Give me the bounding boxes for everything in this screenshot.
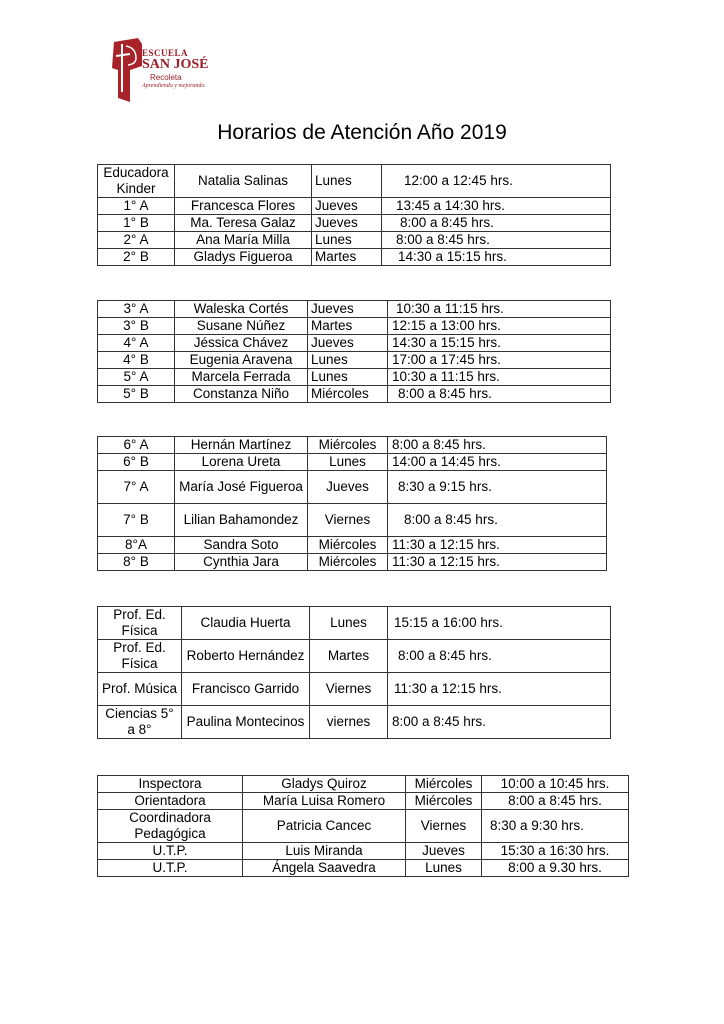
logo-line-4: Aprendiendo y mejorando. [142, 83, 206, 89]
table-row [98, 843, 629, 860]
page-title: Horarios de Atención Año 2019 [217, 121, 507, 144]
time-cell: 11:30 a 12:15 hrs. [388, 673, 611, 706]
group-cell: 7° A [98, 471, 175, 504]
group-cell: 4° B [98, 352, 175, 369]
time-cell: 8:00 a 9.30 hrs. [482, 860, 629, 877]
day-cell: Lunes [312, 165, 382, 198]
group-cell: 2° B [98, 249, 175, 266]
table-row [98, 554, 607, 571]
table-row [98, 352, 611, 369]
table-row [98, 249, 611, 266]
role-cell: U.T.P. [98, 843, 243, 860]
teacher-cell: Jéssica Chávez [175, 335, 308, 352]
day-cell: Viernes [308, 504, 388, 537]
day-cell: Martes [312, 249, 382, 266]
table-row [98, 776, 629, 793]
table-row [98, 386, 611, 403]
table-row [98, 215, 611, 232]
staff-cell: Luis Miranda [243, 843, 406, 860]
day-cell: Martes [308, 318, 388, 335]
time-cell: 12:00 a 12:45 hrs. [382, 165, 611, 198]
table-row [98, 198, 611, 215]
group-cell: 3° B [98, 318, 175, 335]
teacher-cell: Constanza Niño [175, 386, 308, 403]
day-cell: Miércoles [308, 386, 388, 403]
group-cell: Prof. Ed. Física [98, 607, 182, 640]
staff-cell: Gladys Quiroz [243, 776, 406, 793]
teacher-cell: Natalia Salinas [175, 165, 312, 198]
schedule-table-2 [97, 300, 611, 403]
day-cell: Jueves [312, 198, 382, 215]
teacher-cell: María José Figueroa [175, 471, 308, 504]
group-cell: Prof. Música [98, 673, 182, 706]
group-cell: 7° B [98, 504, 175, 537]
day-cell: Miércoles [406, 793, 482, 810]
day-cell: Viernes [310, 673, 388, 706]
time-cell: 14:30 a 15:15 hrs. [388, 335, 611, 352]
teacher-cell: Marcela Ferrada [175, 369, 308, 386]
day-cell: Lunes [406, 860, 482, 877]
schedule-table-1 [97, 164, 611, 266]
time-cell: 8:00 a 8:45 hrs. [382, 232, 611, 249]
table-row [98, 369, 611, 386]
teacher-cell: Ma. Teresa Galaz [175, 215, 312, 232]
schedule-table-3 [97, 436, 607, 571]
day-cell: Jueves [406, 843, 482, 860]
time-cell: 11:30 a 12:15 hrs. [388, 554, 607, 571]
role-cell: U.T.P. [98, 860, 243, 877]
table-row [98, 706, 611, 739]
group-cell: 6° A [98, 437, 175, 454]
schedule-table-5 [97, 775, 629, 877]
time-cell: 8:30 a 9:15 hrs. [388, 471, 607, 504]
teacher-cell: Gladys Figueroa [175, 249, 312, 266]
logo-text [142, 48, 209, 89]
teacher-cell: Waleska Cortés [175, 301, 308, 318]
table-row [98, 454, 607, 471]
school-logo [108, 36, 228, 106]
time-cell: 17:00 a 17:45 hrs. [388, 352, 611, 369]
teacher-cell: Eugenia Aravena [175, 352, 308, 369]
day-cell: viernes [310, 706, 388, 739]
day-cell: Miércoles [308, 537, 388, 554]
day-cell: Jueves [308, 335, 388, 352]
group-cell: 5° A [98, 369, 175, 386]
table-row [98, 793, 629, 810]
day-cell: Jueves [308, 471, 388, 504]
table-row [98, 437, 607, 454]
day-cell: Lunes [312, 232, 382, 249]
table-row [98, 318, 611, 335]
table-row [98, 537, 607, 554]
teacher-cell: Roberto Hernández [182, 640, 310, 673]
staff-cell: Patricia Cancec [243, 810, 406, 843]
group-cell: Educadora Kinder [98, 165, 175, 198]
time-cell: 8:00 a 8:45 hrs. [388, 640, 611, 673]
table-row [98, 810, 629, 843]
time-cell: 8:00 a 8:45 hrs. [482, 793, 629, 810]
table-row [98, 673, 611, 706]
role-cell: Orientadora [98, 793, 243, 810]
time-cell: 14:00 a 14:45 hrs. [388, 454, 607, 471]
table-row [98, 607, 611, 640]
group-cell: 8°A [98, 537, 175, 554]
time-cell: 8:00 a 8:45 hrs. [388, 386, 611, 403]
time-cell: 15:15 a 16:00 hrs. [388, 607, 611, 640]
time-cell: 8:00 a 8:45 hrs. [388, 437, 607, 454]
teacher-cell: Cynthia Jara [175, 554, 308, 571]
teacher-cell: Francesca Flores [175, 198, 312, 215]
teacher-cell: Hernán Martínez [175, 437, 308, 454]
day-cell: Lunes [308, 352, 388, 369]
teacher-cell: Claudia Huerta [182, 607, 310, 640]
teacher-cell: Ana María Milla [175, 232, 312, 249]
day-cell: Lunes [308, 454, 388, 471]
staff-cell: María Luisa Romero [243, 793, 406, 810]
group-cell: 3° A [98, 301, 175, 318]
teacher-cell: Lorena Ureta [175, 454, 308, 471]
teacher-cell: Francisco Garrido [182, 673, 310, 706]
table-row [98, 471, 607, 504]
day-cell: Lunes [308, 369, 388, 386]
day-cell: Jueves [312, 215, 382, 232]
teacher-cell: Sandra Soto [175, 537, 308, 554]
time-cell: 10:30 a 11:15 hrs. [388, 369, 611, 386]
day-cell: Miércoles [406, 776, 482, 793]
group-cell: 2° A [98, 232, 175, 249]
logo-line-1: ESCUELA [142, 48, 189, 58]
group-cell: Ciencias 5° a 8° [98, 706, 182, 739]
schedule-table-4 [97, 606, 611, 739]
group-cell: 1° A [98, 198, 175, 215]
logo-line-2: SAN JOSÉ [142, 57, 209, 72]
table-row [98, 335, 611, 352]
time-cell: 10:30 a 11:15 hrs. [388, 301, 611, 318]
time-cell: 11:30 a 12:15 hrs. [388, 537, 607, 554]
time-cell: 8:00 a 8:45 hrs. [382, 215, 611, 232]
table-row [98, 504, 607, 537]
teacher-cell: Lilian Bahamondez [175, 504, 308, 537]
teacher-cell: Susane Núñez [175, 318, 308, 335]
table-row [98, 165, 611, 198]
time-cell: 12:15 a 13:00 hrs. [388, 318, 611, 335]
table-row [98, 301, 611, 318]
group-cell: 1° B [98, 215, 175, 232]
staff-cell: Ángela Saavedra [243, 860, 406, 877]
time-cell: 13:45 a 14:30 hrs. [382, 198, 611, 215]
group-cell: 8° B [98, 554, 175, 571]
day-cell: Lunes [310, 607, 388, 640]
table-row [98, 640, 611, 673]
day-cell: Martes [310, 640, 388, 673]
group-cell: 4° A [98, 335, 175, 352]
time-cell: 10:00 a 10:45 hrs. [482, 776, 629, 793]
table-row [98, 232, 611, 249]
day-cell: Viernes [406, 810, 482, 843]
table-row [98, 860, 629, 877]
group-cell: 5° B [98, 386, 175, 403]
day-cell: Miércoles [308, 437, 388, 454]
group-cell: Prof. Ed. Física [98, 640, 182, 673]
logo-line-3: Recoleta [150, 73, 182, 82]
time-cell: 15:30 a 16:30 hrs. [482, 843, 629, 860]
role-cell: Inspectora [98, 776, 243, 793]
time-cell: 8:00 a 8:45 hrs. [388, 706, 611, 739]
time-cell: 8:30 a 9:30 hrs. [482, 810, 629, 843]
teacher-cell: Paulina Montecinos [182, 706, 310, 739]
day-cell: Jueves [308, 301, 388, 318]
day-cell: Miércoles [308, 554, 388, 571]
time-cell: 14:30 a 15:15 hrs. [382, 249, 611, 266]
group-cell: 6° B [98, 454, 175, 471]
time-cell: 8:00 a 8:45 hrs. [388, 504, 607, 537]
role-cell: Coordinadora Pedagógica [98, 810, 243, 843]
